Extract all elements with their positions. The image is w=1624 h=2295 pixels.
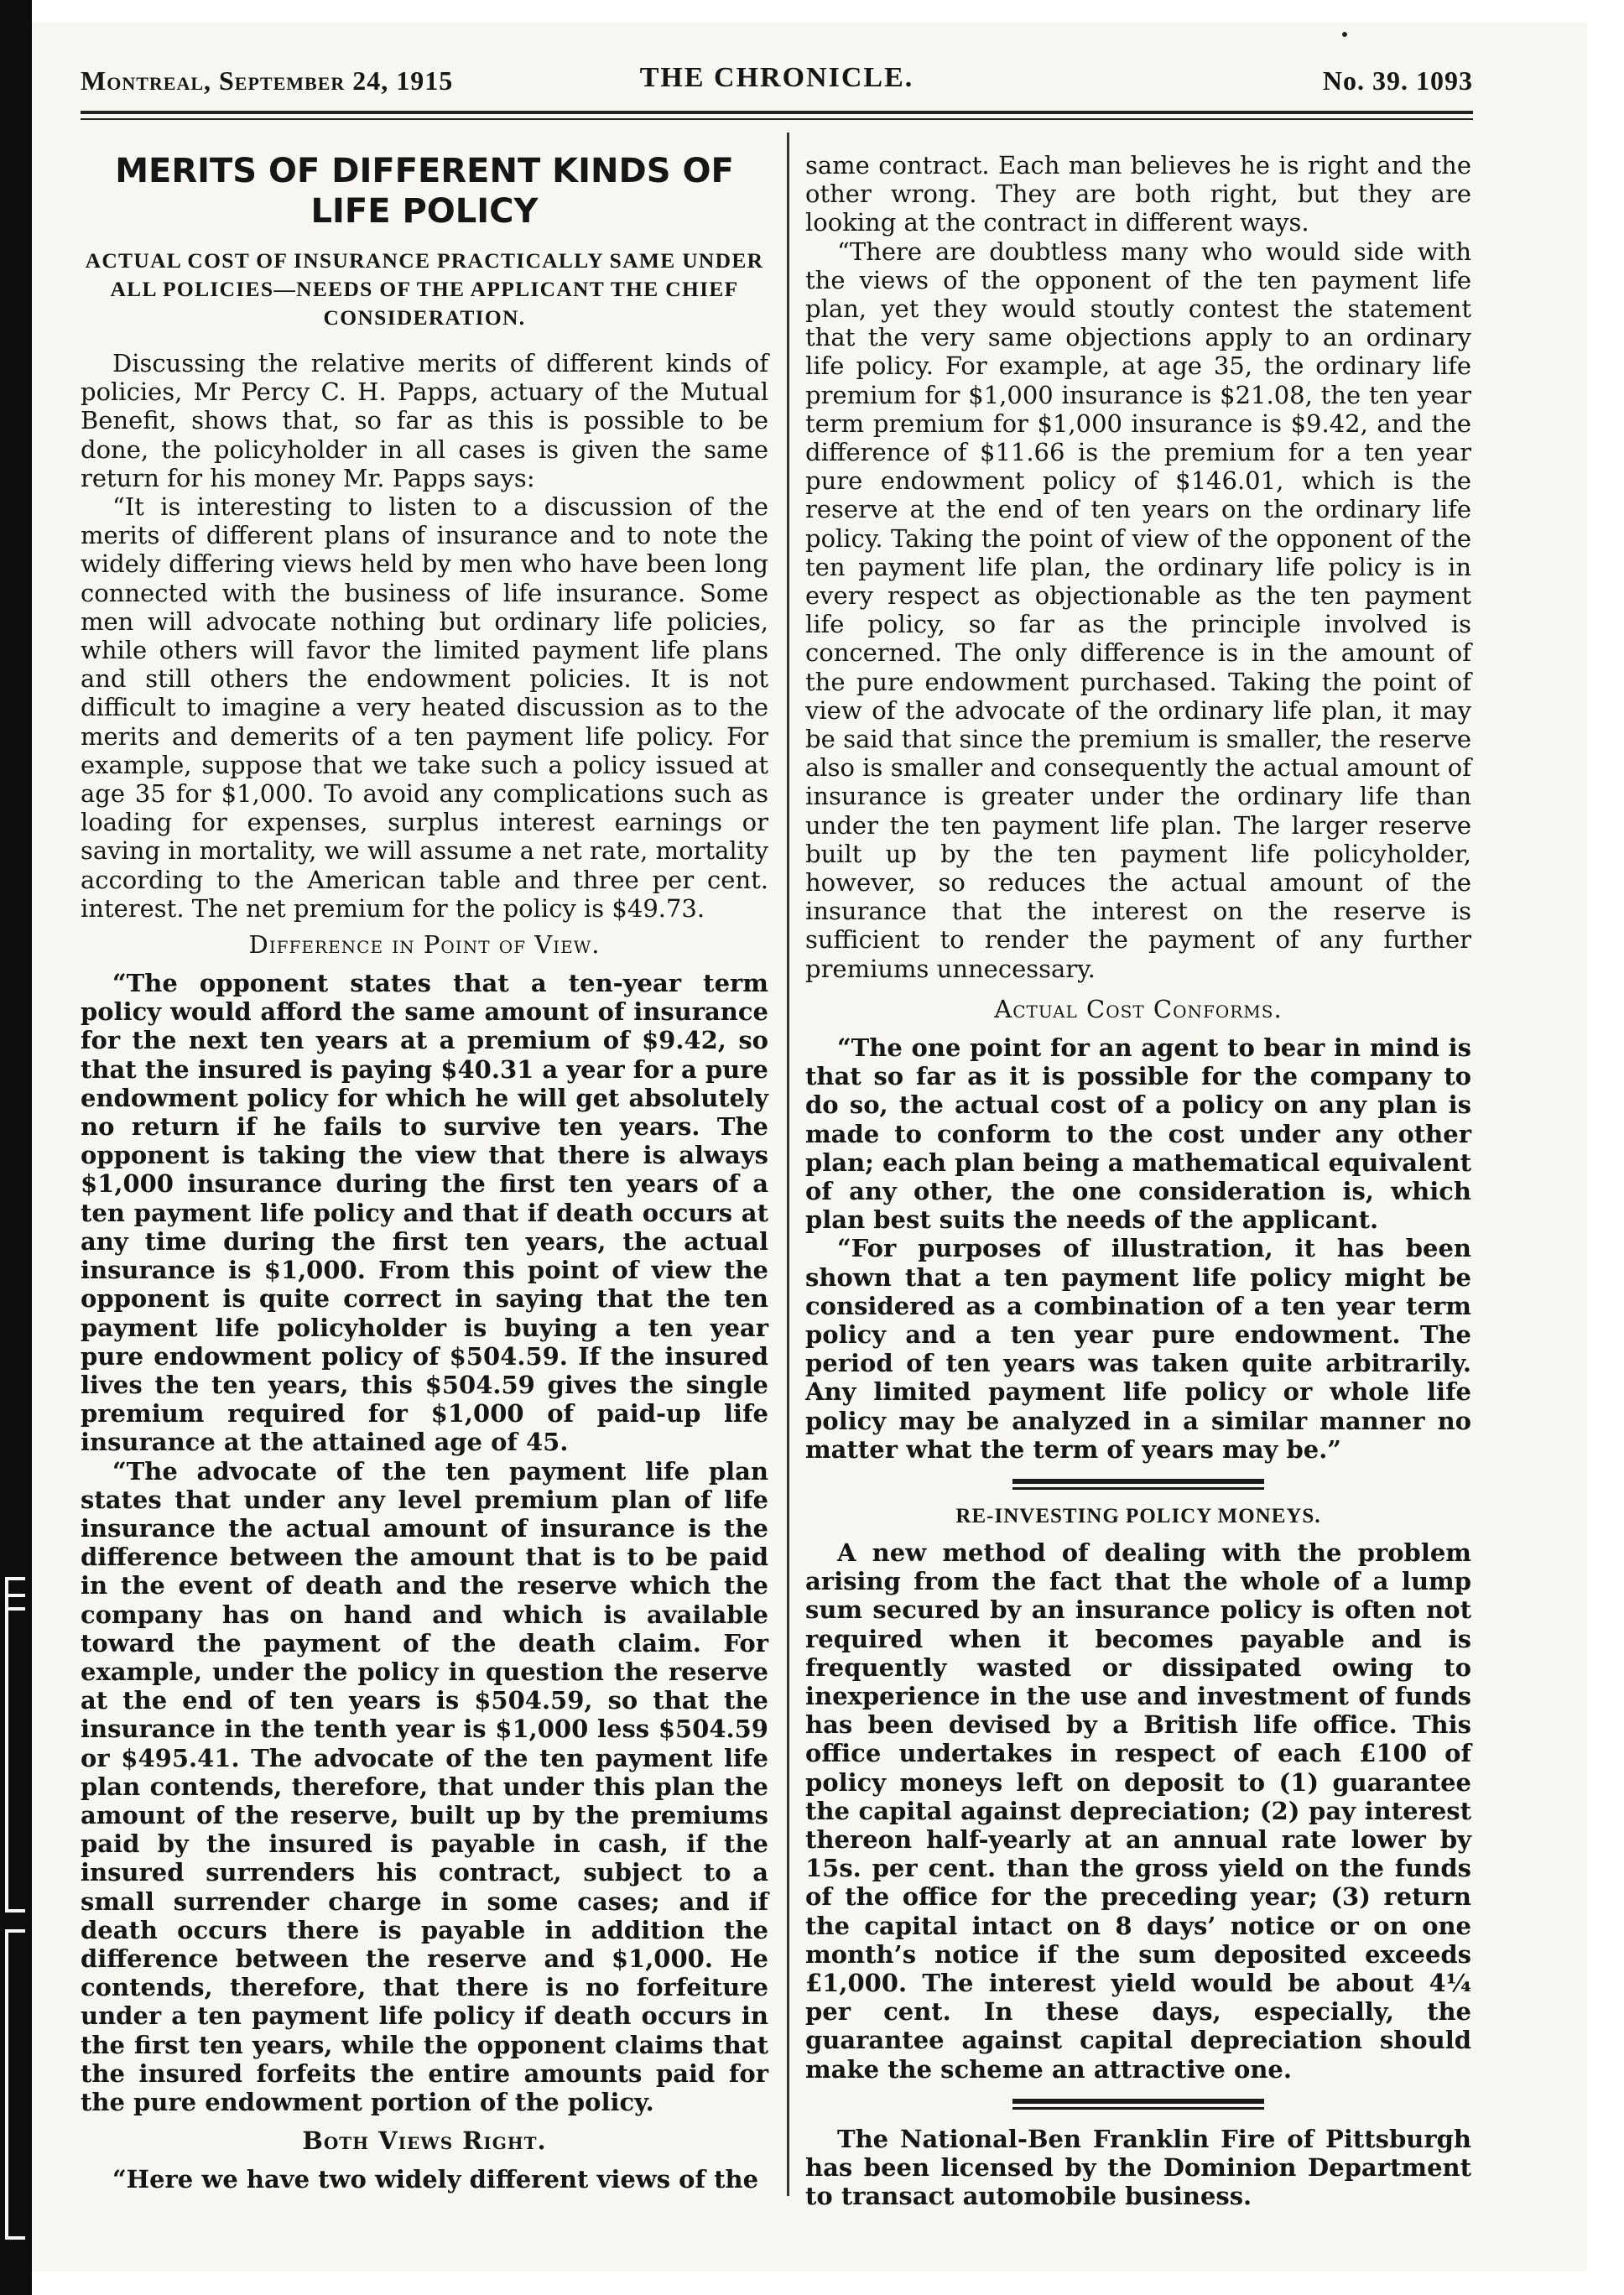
- article-paragraph: “The opponent states that a ten-year term policy would afford the same amount of insurance for the next ten years at a premium of $9.42, so that the insured is paying $40.31 a year for a pure endowment policy for which he will get absolutely no return if he fails to survive ten years. The opponent is taking the view that there is always $1,000 insurance during the first ten years of a ten payment life policy and that if death occurs at any time during the first ten years, the actual insurance is $1,000. From this point of view the opponent is quite correct in saying that the ten payment life policyholder is buying a ten year pure endowment policy of $504.59. If the insured lives the ten years, this $504.59 gives the single premium required for $1,000 of paid-up life insurance at the attained age of 45.: [81, 969, 768, 1457]
- article-paragraph: same contract. Each man believes he is right and the other wrong. They are both right, but they are looking at the contract in different ways.: [805, 151, 1471, 237]
- article-paragraph: “Here we have two widely different views of the: [112, 2165, 759, 2194]
- article-subtitle: ACTUAL COST OF INSURANCE PRACTICALLY SAME UNDER ALL POLICIES—NEEDS OF THE APPLICANT THE CHIEF CONSIDERATION.: [85, 248, 764, 330]
- article-title: MERITS OF DIFFERENT KINDS OF LIFE POLICY: [115, 152, 734, 231]
- section-heading-actual-cost: Actual Cost Conforms.: [994, 994, 1283, 1023]
- article-paragraph: “It is interesting to listen to a discussion of the merits of different plans of insurance and to note the widely differing views held by men who have been long connected with the business of life insurance. Some men will advocate nothing but ordinary life policies, while others will favor the limited payment life plans and still others the endowment policies. It is not difficult to imagine a very heated discussion as to the merits and demerits of a ten payment life policy. For example, suppose that we take such a policy issued at age 35 for $1,000. To avoid any complications such as loading for expenses, surplus interest earnings or saving in mortality, we will assume a net rate, mortality according to the American table and three per cent. interest. The net premium for the policy is $49.73.: [81, 492, 768, 923]
- section-separator: [1012, 1479, 1264, 1490]
- article-paragraph: “There are doubtless many who would side with the views of the opponent of the ten payment life plan, yet they would stoutly contest the statement that the very same objections apply to an ordinary life policy. For example, at age 35, the ordinary life premium for $1,000 insurance is $21.08, the ten year term premium for $1,000 insurance is $9.42, and the difference of $11.66 is the premium for a ten year pure endowment policy of $146.01, which is the reserve at the end of ten years on the ordinary life policy. Taking the point of view of the opponent of the ten payment life plan, the ordinary life policy is in every respect as objectionable as the ten payment life policy, so far as the principle involved is concerned. The only difference is in the amount of the pure endowment purchased. Taking the point of view of the advocate of the ordinary life plan, it may be said that since the premium is smaller, the reserve also is smaller and consequently the actual amount of insurance is greater under the ordinary life than under the ten payment life plan. The larger reserve built up by the ten payment life policyholder, however, so reduces the actual amount of the insurance that the interest on the reserve is sufficient to render the payment of any further premiums unnecessary.: [805, 237, 1471, 983]
- article-title-reinvesting: RE-INVESTING POLICY MONEYS.: [955, 1504, 1321, 1527]
- section-heading-both-views: Both Views Right.: [302, 2126, 547, 2156]
- article-paragraph: “For purposes of illustration, it has been shown that a ten payment life policy might be considered as a combination of a ten year term policy and a ten year pure endowment. The period of ten years was taken quite arbitrarily. Any limited payment life policy or whole life policy may be analyzed in a similar manner no matter what the term of years may be.”: [805, 1234, 1471, 1464]
- article-paragraph: Discussing the relative merits of different kinds of policies, Mr Percy C. H. Papps, actuary of the Mutual Benefit, shows that, so far as this is possible to be done, the policyholder in all cases is given the same return for his money Mr. Papps says:: [81, 349, 768, 492]
- right-column: [805, 151, 1471, 2210]
- news-item: The National-Ben Franklin Fire of Pittsburgh has been licensed by the Dominion Department to transact automobile business.: [805, 2124, 1471, 2211]
- header-dateline: Montreal, September 24, 1915: [81, 65, 454, 96]
- section-heading-difference: Difference in Point of View.: [248, 930, 601, 960]
- ink-dot: [1342, 32, 1347, 37]
- header-rule-thin: [81, 118, 1473, 120]
- page-binding-edge: [0, 0, 32, 2295]
- running-header: [81, 59, 1473, 109]
- section-separator: [1012, 2099, 1264, 2110]
- article-paragraph: A new method of dealing with the problem arising from the fact that the whole of a lump sum secured by an insurance policy is often not required when it becomes payable and is frequently wasted or dissipated owing to inexperience in the use and investment of funds has been devised by a British life office. This office undertakes in respect of each £100 of policy moneys left on deposit to (1) guarantee the capital against depreciation; (2) pay interest thereon half-yearly at an annual rate lower by 15s. per cent. than the gross yield on the funds of the office for the preceding year; (3) return the capital intact on 8 days’ notice or on one month’s notice if the sum deposited exceeds £1,000. The interest yield would be about 4¼ per cent. In these days, especially, the guarantee against capital depreciation should make the scheme an attractive one.: [805, 1538, 1471, 2084]
- header-issue-page: No. 39. 1093: [1322, 65, 1473, 96]
- header-masthead: THE CHRONICLE.: [639, 62, 914, 93]
- article-paragraph: “The advocate of the ten payment life plan states that under any level premium plan of life insurance the actual amount of insurance is the difference between the amount that is to be paid in the event of death and the reserve which the company has on hand and which is available toward the payment of the death claim. For example, under the policy in question the reserve at the end of ten years is $504.59, so that the insurance in the tenth year is $1,000 less $504.59 or $495.41. The advocate of the ten payment life plan contends, therefore, that under this plan the amount of the reserve, built up by the premiums paid by the insured is payable in cash, if the insured surrenders his contract, subject to a small surrender charge in some cases; and if death occurs there is payable in addition the difference between the reserve and $1,000. He contends, therefore, that there is no forfeiture under a ten payment life policy if death occurs in the first ten years, while the opponent claims that the insured forfeits the entire amounts paid for the pure endowment portion of the policy.: [81, 1456, 768, 2116]
- header-rule-thick: [81, 111, 1473, 114]
- column-divider: [787, 133, 789, 2196]
- article-paragraph: “The one point for an agent to bear in mind is that so far as it is possible for the company to do so, the actual cost of a policy on any plan is made to conform to the cost under any other plan; each plan being a mathematical equivalent of any other, the one consideration is, which plan best suits the needs of the applicant.: [805, 1033, 1471, 1235]
- left-column: [81, 143, 768, 2194]
